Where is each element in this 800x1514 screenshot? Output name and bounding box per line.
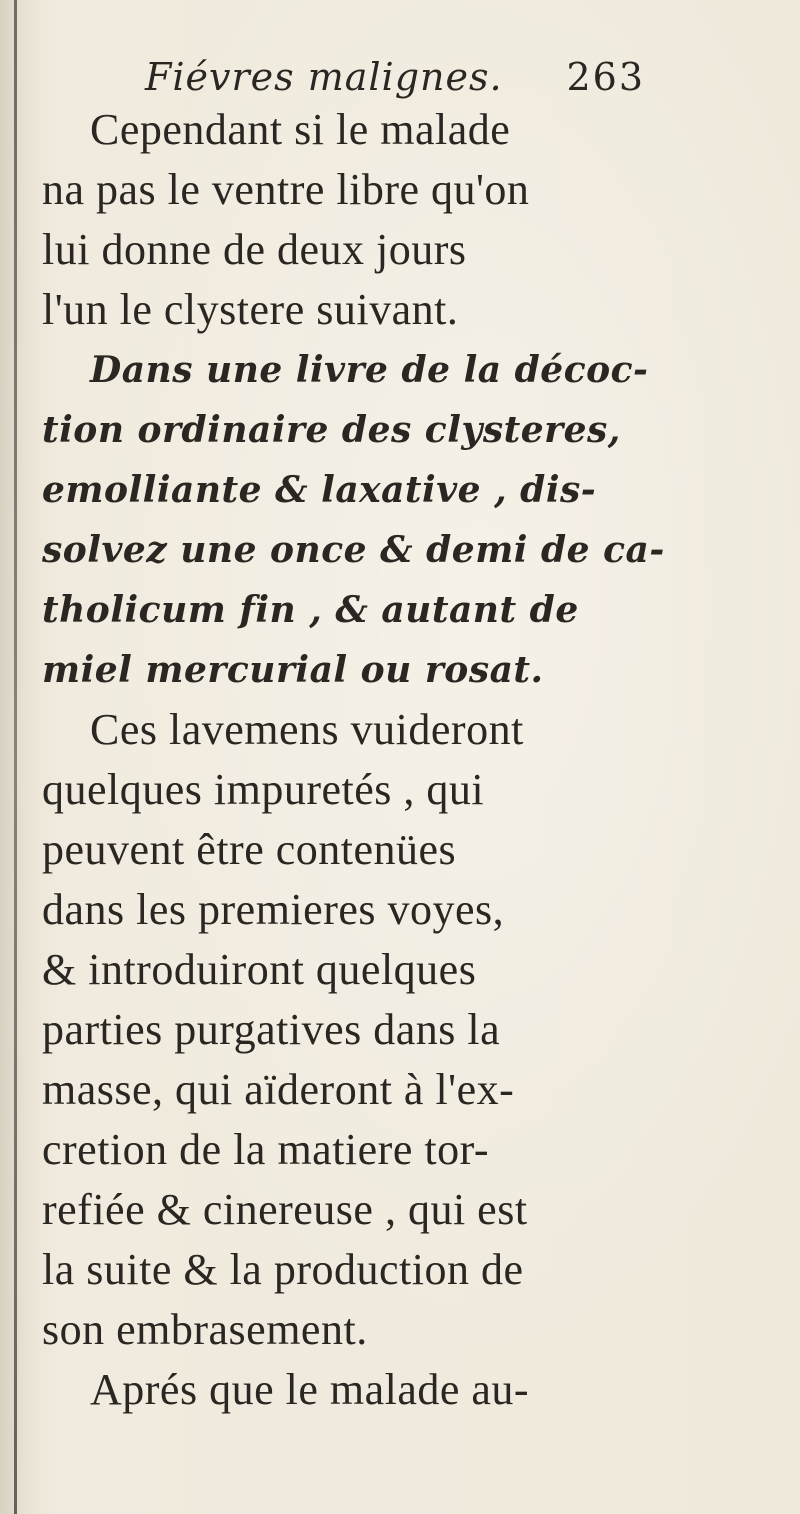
paragraph-2-line: dans les premieres voyes,: [42, 885, 505, 934]
paragraph-2-line: la suite & la production de: [42, 1245, 524, 1294]
body-text: [42, 100, 665, 1420]
page-number: 263: [566, 55, 645, 99]
recipe-line: tion ordinaire des clysteres,: [42, 409, 621, 451]
paragraph-2-line: son embrasement.: [42, 1305, 368, 1354]
paragraph-2-line: quelques impuretés , qui: [42, 765, 485, 814]
paragraph-2-line: refiée & cinereuse , qui est: [42, 1185, 528, 1234]
paragraph-2-line: cretion de la matiere tor-: [42, 1125, 490, 1174]
paragraph-2-line: Ces lavemens vuideront: [90, 705, 524, 754]
paragraph-1-line: na pas le ventre libre qu'on: [42, 165, 530, 214]
paragraph-2-line: masse, qui aïderont à l'ex-: [42, 1065, 515, 1114]
paragraph-2-line: & introduiront quelques: [42, 945, 477, 994]
recipe-line: solvez une once & demi de ca-: [42, 529, 665, 571]
running-title: Fiévres malignes.: [145, 55, 503, 99]
paragraph-1-line: l'un le clystere suivant.: [42, 285, 459, 334]
paragraph-3-line: Aprés que le malade au-: [90, 1365, 530, 1414]
paragraph-1-line: Cependant si le malade: [90, 105, 511, 154]
paragraph-2-line: parties purgatives dans la: [42, 1005, 501, 1054]
paragraph-2-line: peuvent être contenües: [42, 825, 457, 874]
page-gutter-edge: [14, 0, 17, 1514]
paragraph-1-line: lui donne de deux jours: [42, 225, 467, 274]
recipe-line: tholicum fin , & autant de: [42, 589, 579, 631]
recipe-line: miel mercurial ou rosat.: [42, 649, 544, 691]
recipe-line: Dans une livre de la décoc-: [90, 349, 649, 391]
recipe-line: emolliante & laxative , dis-: [42, 469, 597, 511]
